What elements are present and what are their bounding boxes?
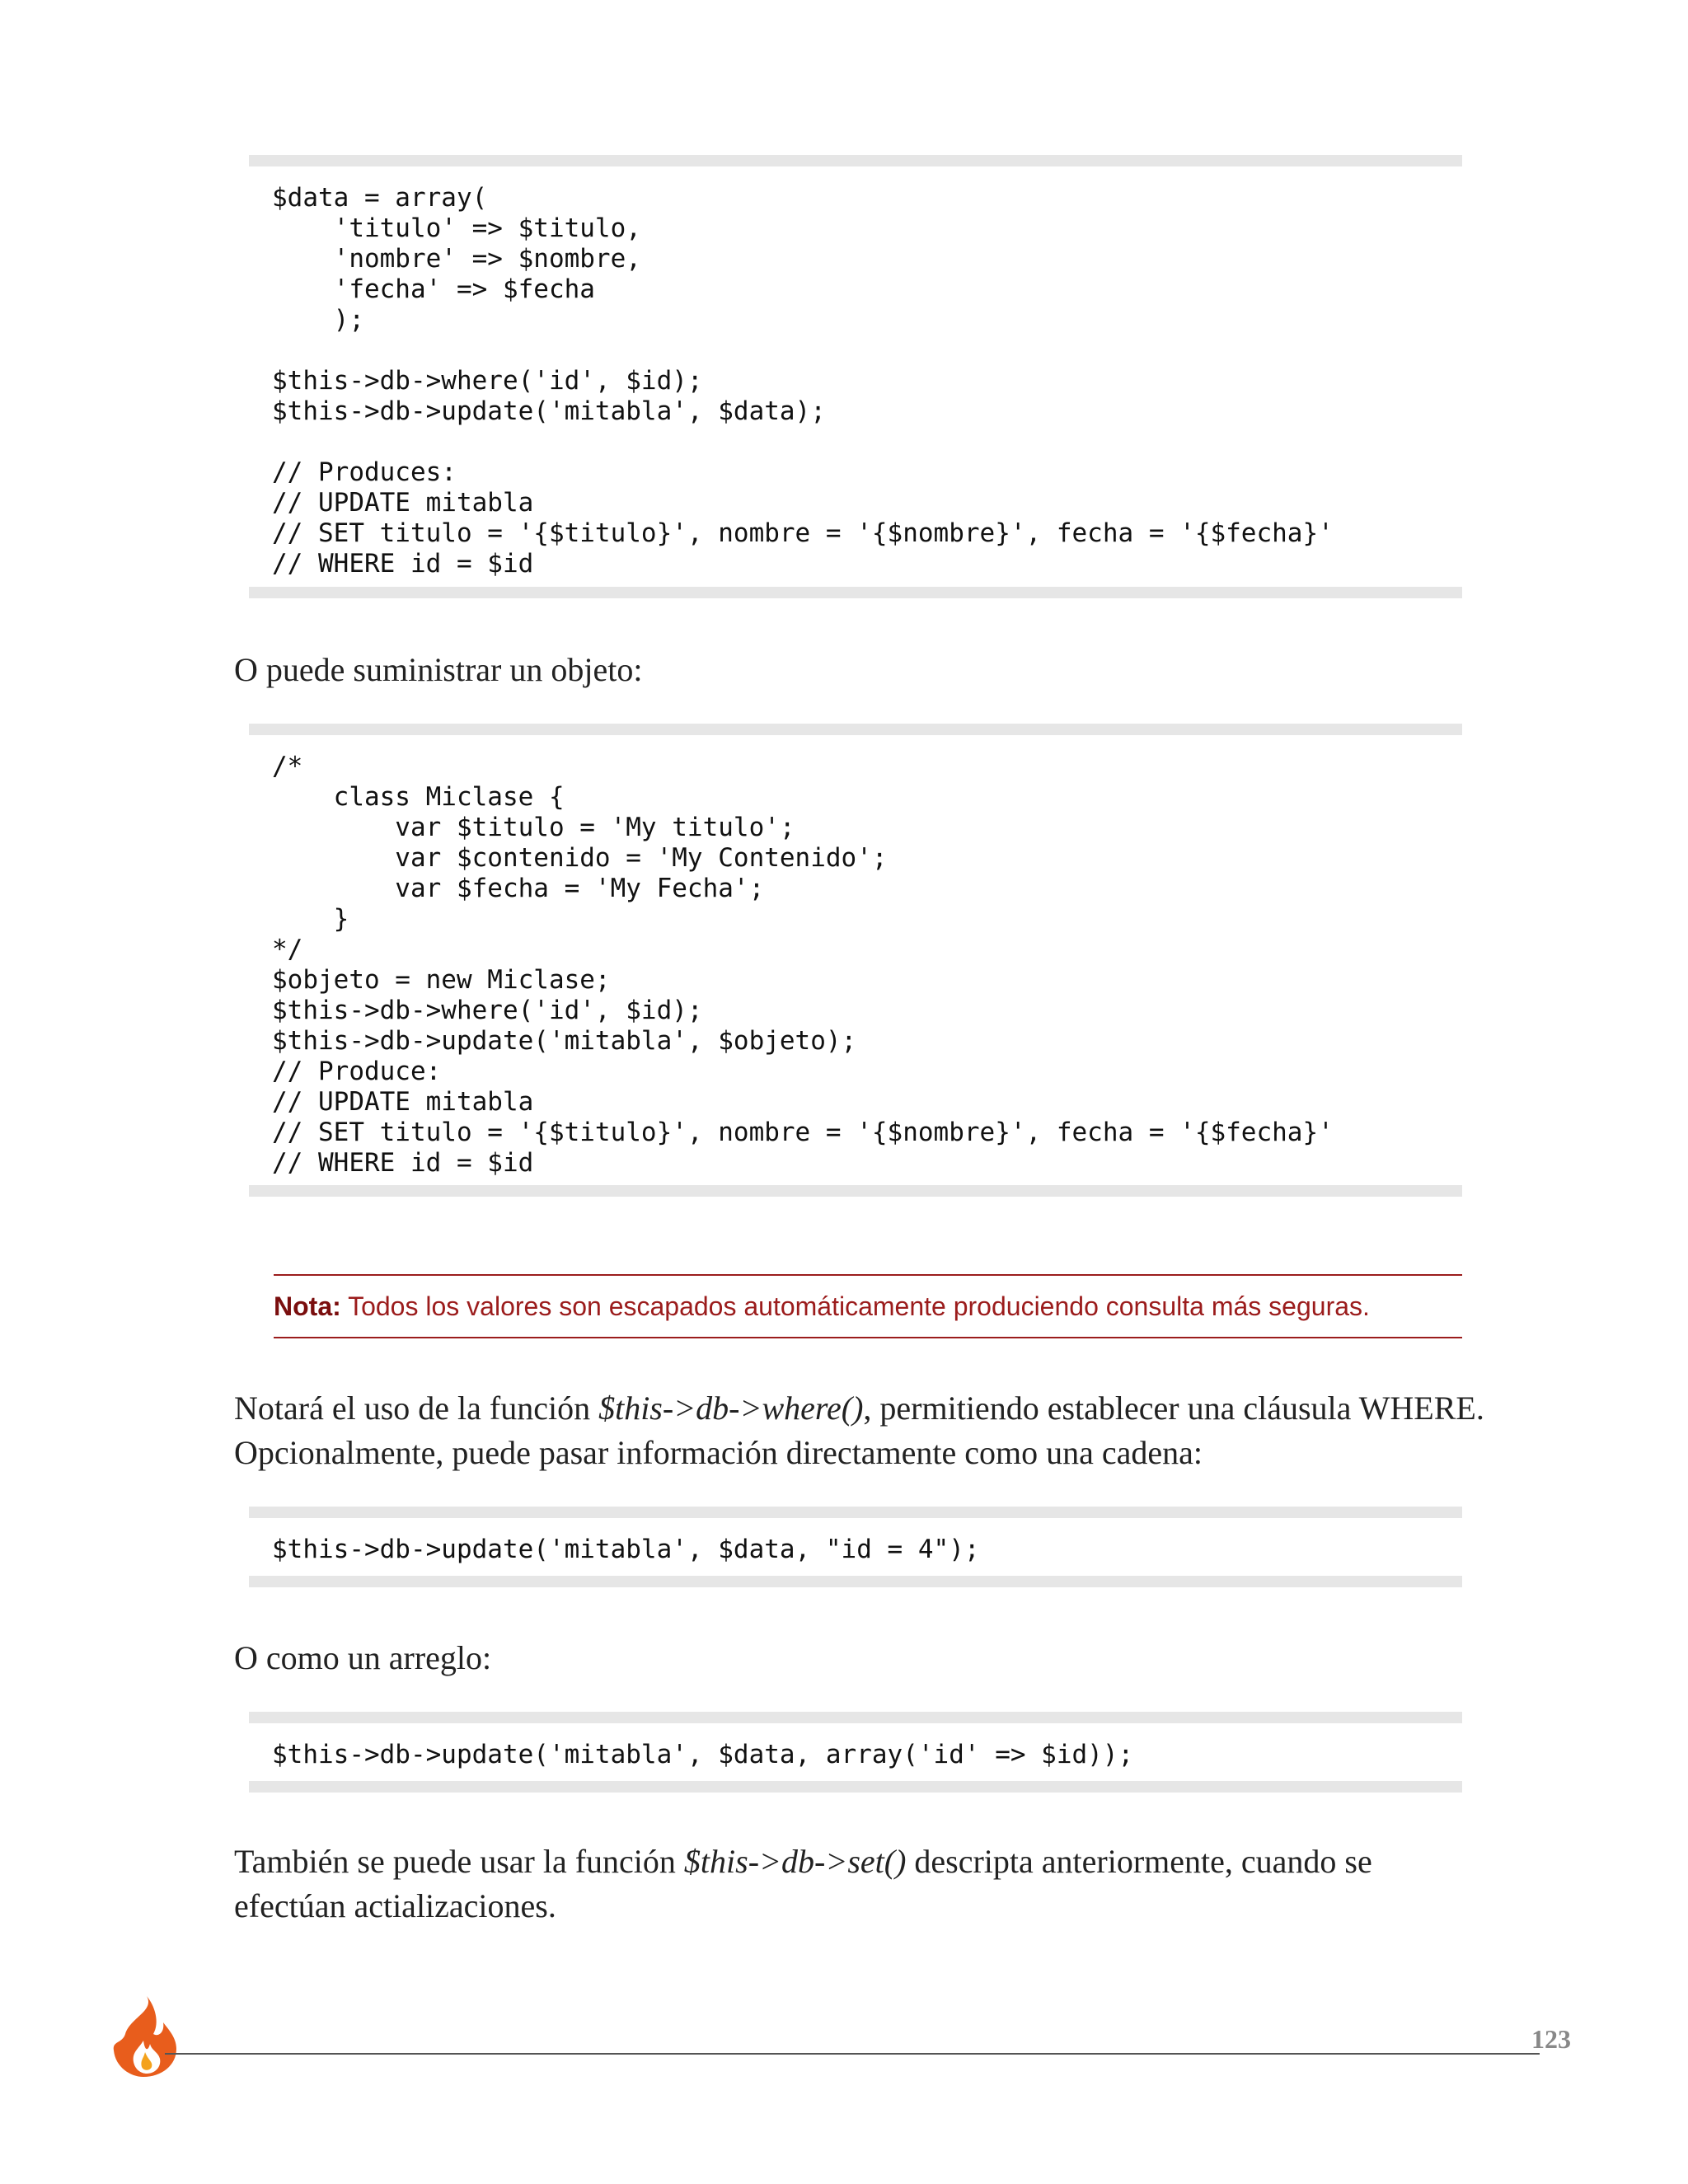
code-text: $this->db->update('mitabla', $data, array('id' => $id)); — [272, 1740, 1134, 1769]
function-ref: $this->db->set() — [683, 1843, 907, 1880]
code-block-update-object — [249, 724, 1462, 1197]
flame-icon — [106, 1993, 181, 2079]
note-label: Nota: — [274, 1291, 341, 1321]
code-block-update-array — [249, 155, 1462, 598]
code-text: $data = array( 'titulo' => $titulo, 'nombre' => $nombre, 'fecha' => $fecha ); $this->db->where('id', $id); $this->db->update('mitabla', $data); // Produces: // UPDATE mitabla // SET titulo = '{$titulo}', nombre = '{$nombre}', fecha = '{$fecha}' // WHERE id = $id — [272, 183, 1334, 579]
note-box — [274, 1274, 1462, 1338]
footer-rule — [165, 2053, 1540, 2055]
paragraph-set: También se puede usar la función $this->db->set() descripta anteriormente, cuando se efectúan actializaciones. — [234, 1843, 1372, 1924]
page-number: 123 — [1531, 2024, 1571, 2054]
code-text: $this->db->update('mitabla', $data, "id = 4"); — [272, 1535, 980, 1564]
code-block-update-string — [249, 1507, 1462, 1587]
paragraph-array: O como un arreglo: — [234, 1639, 492, 1676]
function-ref: $this->db->where() — [598, 1390, 864, 1427]
note-text: Todos los valores son escapados automáticamente produciendo consulta más seguras. — [340, 1291, 1370, 1321]
code-text: /* class Miclase { var $titulo = 'My titulo'; var $contenido = 'My Contenido'; var $fecha = 'My Fecha'; } */ $objeto = new Miclase; $this->db->where('id', $id); $this->db->update('mitabla', $objeto); // Produce: // UPDATE mitabla // SET titulo = '{$titulo}', nombre = '{$nombre}', fecha = '{$fecha}' // WHERE id = $id — [272, 752, 1334, 1178]
paragraph-object: O puede suministrar un objeto: — [234, 651, 643, 688]
paragraph-where: Notará el uso de la función $this->db->where(), permitiendo establecer una cláusula WHERE. Opcionalmente, puede pasar información directamente como una cadena: — [234, 1390, 1484, 1471]
code-block-update-array-where — [249, 1712, 1462, 1793]
